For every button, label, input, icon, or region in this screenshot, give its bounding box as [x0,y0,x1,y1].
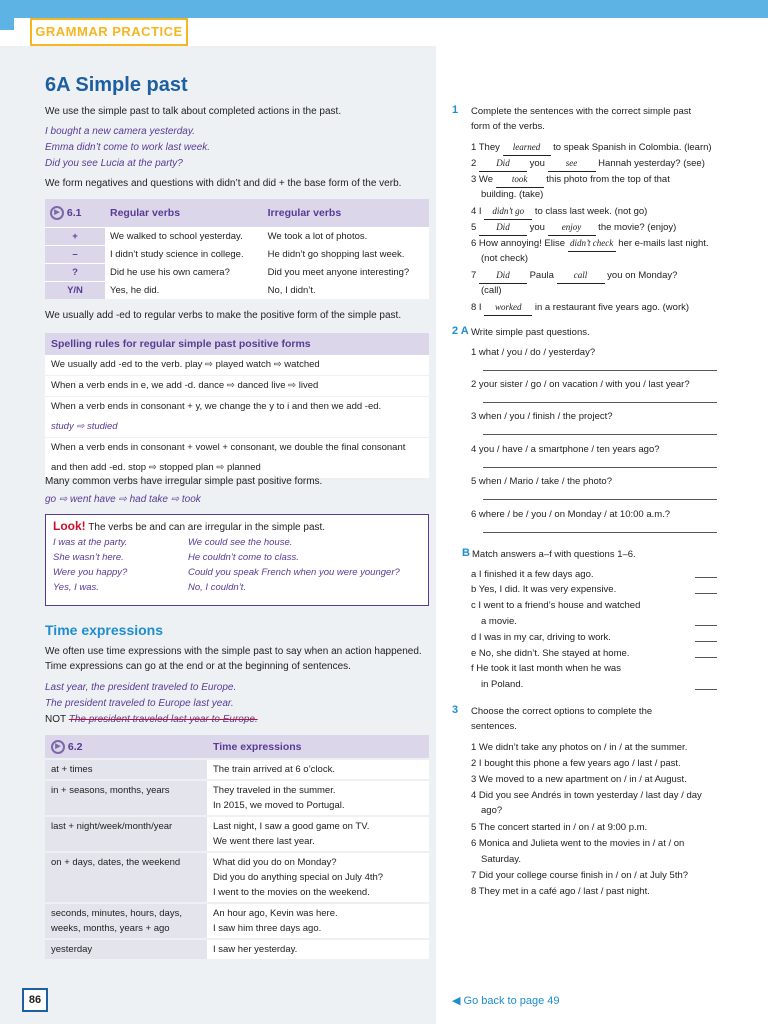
list-item: study ⇨ studied [45,417,429,438]
answer-line[interactable] [483,467,717,468]
answer-line[interactable] [483,532,717,533]
time-text: Time expressions can go at the end or at the beginning of sentences. [45,661,351,672]
option-item: 6 Monica and Julieta went to the movies in / at / on [471,838,685,849]
table-row: + We walked to school yesterday. We took a lot of photos. [45,227,429,245]
question-item: 3 when / you / finish / the project? [471,411,613,422]
match-line[interactable] [695,625,717,626]
match-line[interactable] [695,641,717,642]
top-bar [0,0,768,18]
answer-blank[interactable]: didn’t check [568,236,616,252]
list-item: When a verb ends in consonant + y, we change the y to i and then we add -ed. [51,401,382,412]
exercise-item: 3 We took this photo from the top of that [471,172,670,188]
example: Emma didn’t come to work last week. [45,142,211,153]
answer-blank[interactable]: Did [479,268,527,284]
answer-line[interactable] [483,370,717,371]
option-item: 2 I bought this phone a few years ago / last / past. [471,758,681,769]
instruction: Complete the sentences with the correct simple past [471,106,692,117]
look-box: Look! The verbs be and can are irregular in the simple past. I was at the party. We could see the house. She wasn’t here. He couldn’t come to class. Were you happy? Could you speak French when you were younger? Yes, I was. No, I couldn’t. [45,514,429,606]
exercise-item: 7 Did Paula call you on Monday? [471,268,677,284]
answer-blank[interactable]: learned [503,140,551,156]
question-item: 6 where / be / you / on Monday / at 10:00 a.m.? [471,509,671,520]
answer-blank[interactable]: enjoy [548,220,596,236]
col-header: Irregular verbs [263,199,429,227]
answer-line[interactable] [483,499,717,500]
answer-line[interactable] [483,402,717,403]
instruction: sentences. [471,721,517,732]
match-line[interactable] [695,577,717,578]
page-number: 86 [22,988,48,1012]
exercise-number: 3 [452,704,459,716]
option-item: 3 We moved to a new apartment on / in / at August. [471,774,687,785]
option-item: 5 The concert started in / on / at 9:00 p.m. [471,822,648,833]
example: Last year, the president traveled to Europe. [45,682,237,693]
spelling-title: Spelling rules for regular simple past positive forms [45,333,429,355]
answer-item: e No, she didn’t. She stayed at home. [471,648,630,659]
table-row: last + night/week/month/year Last night, I saw a good game on TV. We went there last year. [45,816,429,852]
example: I bought a new camera yesterday. [45,126,195,137]
answer-item: b Yes, I did. It was very expensive. [471,584,617,595]
exercise-item: 1 They learned to speak Spanish in Colombia. (learn) [471,140,712,156]
answer-blank[interactable]: Did [479,220,527,236]
option-item: 4 Did you see Andrés in town yesterday / last day / day [471,790,702,801]
look-text: The verbs be and can are irregular in the simple past. [88,522,326,533]
option-item: Saturday. [481,854,521,865]
top-bar-accent [0,18,14,30]
answer-item: f He took it last month when he was [471,663,621,674]
back-link[interactable]: ◀ Go back to page 49 [452,995,560,1007]
match-line[interactable] [695,593,717,594]
answer-item: c I went to a friend’s house and watched [471,600,641,611]
answer-blank[interactable]: didn’t go [484,204,532,220]
answer-item: in Poland. [481,679,524,690]
table-row: at + times The train arrived at 6 o’clock. [45,759,429,780]
play-icon[interactable]: ▶ [50,206,64,220]
exercise-number: 2 A [452,325,469,337]
table-row: on + days, dates, the weekend What did you do on Monday? Did you do anything special on July 4th? I went to the movies on the weekend. [45,852,429,903]
exercise-item: (not check) [481,253,528,264]
audio-header: ▶ 6.2 [45,735,207,759]
list-item: When a verb ends in consonant + vowel + consonant, we double the final consonant [51,442,406,453]
exercise-item: 2 Did you see Hannah yesterday? (see) [471,156,705,172]
option-item: 8 They met in a café ago / last / past night. [471,886,650,897]
option-item: 1 We didn’t take any photos on / in / at the summer. [471,742,688,753]
col-header: Time expressions [207,735,429,759]
match-line[interactable] [695,689,717,690]
instruction: Write simple past questions. [471,327,590,338]
exercise-item: 8 I worked in a restaurant five years ago. (work) [471,300,689,316]
exercise-number: 1 [452,104,459,116]
spelling-box [45,333,429,479]
play-icon[interactable]: ▶ [51,740,65,754]
col-header: Regular verbs [105,199,263,227]
list-item: We usually add -ed to the verb. play ⇨ played watch ⇨ watched [45,355,429,376]
section-tag: GRAMMAR PRACTICE [30,18,188,46]
instruction: form of the verbs. [471,121,545,132]
wrong-example: NOT The president traveled last year to Europe. [45,714,258,725]
question-item: 1 what / you / do / yesterday? [471,347,596,358]
example: Did you see Lucia at the party? [45,158,183,169]
table-row: Y/N Yes, he did. No, I didn’t. [45,281,429,299]
exercise-item: building. (take) [481,189,544,200]
list-item: and then add -ed. stop ⇨ stopped plan ⇨ planned [45,458,429,479]
intro-text: We use the simple past to talk about completed actions in the past. [45,106,342,117]
irr-note: Many common verbs have irregular simple past positive forms. [45,476,323,487]
answer-blank[interactable]: worked [484,300,532,316]
answer-item: a movie. [481,616,517,627]
irr-examples: go ⇨ went have ⇨ had take ⇨ took [45,494,201,505]
audio-header: ▶ 6.1 [45,199,105,227]
answer-line[interactable] [483,434,717,435]
exercise-number: B [462,547,470,559]
answer-blank[interactable]: see [548,156,596,172]
instruction: Choose the correct options to complete the [471,706,653,717]
table-row: in + seasons, months, years They traveled in the summer. In 2015, we moved to Portugal. [45,780,429,816]
table-row: ? Did he use his own camera? Did you meet anyone interesting? [45,263,429,281]
answer-item: d I was in my car, driving to work. [471,632,611,643]
answer-blank[interactable]: call [557,268,605,284]
question-item: 5 when / Mario / take / the photo? [471,476,613,487]
option-item: 7 Did your college course finish in / on / at July 5th? [471,870,689,881]
page-title: 6A Simple past [45,74,188,96]
verbs-table [45,199,429,299]
table-row: – I didn’t study science in college. He didn’t go shopping last week. [45,245,429,263]
table-row: seconds, minutes, hours, days, weeks, months, years + ago An hour ago, Kevin was here. I saw him three days ago. [45,903,429,939]
time-table [45,735,429,959]
question-item: 4 you / have / a smartphone / ten years ago? [471,444,660,455]
time-text: We often use time expressions with the simple past to say when an action happened. [45,646,422,657]
question-item: 2 your sister / go / on vacation / with you / last year? [471,379,690,390]
match-line[interactable] [695,657,717,658]
table-row: yesterday I saw her yesterday. [45,939,429,959]
exercise-item: (call) [481,285,502,296]
answer-item: a I finished it a few days ago. [471,569,594,580]
exercise-item: 5 Did you enjoy the movie? (enjoy) [471,220,676,236]
ed-note: We usually add -ed to regular verbs to make the positive form of the simple past. [45,310,402,321]
answer-blank[interactable]: Did [479,156,527,172]
list-item: When a verb ends in e, we add -d. dance ⇨ danced live ⇨ lived [45,376,429,397]
answer-blank[interactable]: took [496,172,544,188]
option-item: ago? [481,805,503,816]
exercise-item: 6 How annoying! Elise didn’t check her e-mails last night. [471,236,709,252]
example: The president traveled to Europe last year. [45,698,234,709]
look-label: Look! [53,519,86,533]
instruction: Match answers a–f with questions 1–6. [472,549,636,560]
neg-note: We form negatives and questions with didn’t and did + the base form of the verb. [45,178,402,189]
exercise-item: 4 I didn’t go to class last week. (not go) [471,204,647,220]
time-title: Time expressions [45,622,164,638]
